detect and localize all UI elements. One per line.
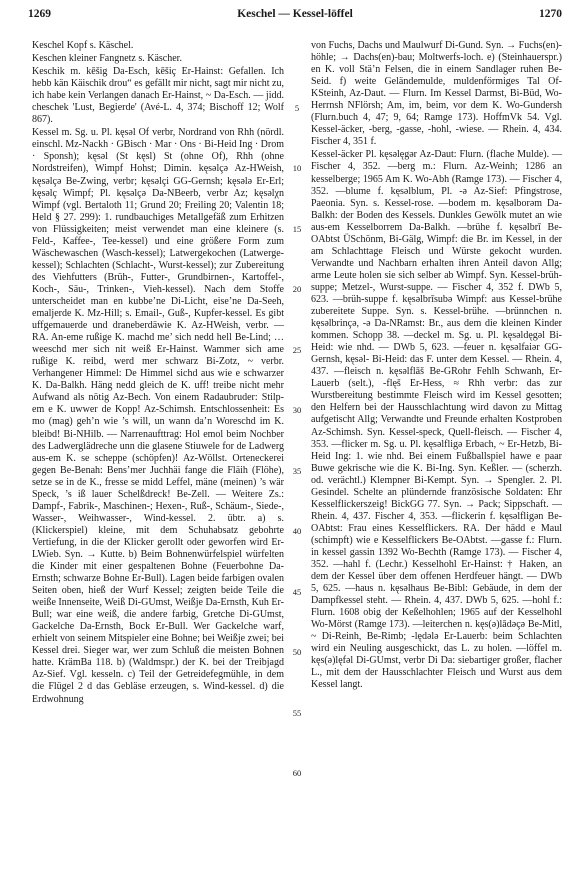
line-number: 15 (292, 224, 302, 234)
left-column-entry: Keschik m. kēšig Da-Esch, kēšiç Er-Hainst: Gefallen. Ich hebb kän Käischik drou“ es gefällt mir nicht, sagt mir nicht zu, ich habe kein Verlangen danach Er-Hainst, ~ Da-Esch. — jidd. cheschek 'Lust, Begierde' (Avé-L. 4, 374; Bischoff 12; Wolf 867). (32, 66, 284, 126)
left-column-entry: Kessel m. Sg. u. Pl. kęsəl Of verbr, Nordrand von Rhh (nördl. einschl. Mz-Nackh · GBisch · Mar · Ons · Bi-Heid Ing · Drom · Sponsh); kęsəl (St kęsl) St (ohne Of), Rhh (ohne Nordstreifen), Wimpf Hohst; Dimin. kęsəlçə Az-HWeish, kęsəlçə Be-Zwing, verbr; kęsəlçi GG-Gernsh; kęsələ Er-Erl; kęsəlç Wimpf; Pl. kęsəlçə Da-NBeerb, verbr Az; kęsəlχn Wimpf (vgl. Bertaloth 11; Grund 20; Freiling 20; Valentin 18; Held § 27. 299): 1. rundbauchiges Metallgefäß zum Erhitzen von Flüssigkeiten; meist verwendet man eine kleinere (s. Feld-, Kaffee-, Tee-kessel) und eine größere Form zum Wäschewaschen (Wasch-kessel); Latwergekochen (Latwerge-kessel); Schlachten (Schlacht-, Wurst-kessel); zur Zubereitung des Viehfutters (Brüh-, Futter-, Grundbirnen-, Kartoffel-, Koch-, Säu-, Trinken-, Vieh-kessel). Nach dem Stoffe unterscheidet man en kubbe’ne Di-Licht, eise’ne Da-Seeh, emaljerde K. Mz-Hill; s. Email-, Guß-, Kupfer-kessel. Es gibt uffgemauerde und draneberdäwie K. Az-HWeish, verbr. — RA. An-eme rußige K. machd me’ sich nedd hell Be-Lind; … weeschd mer sich nit weiß Er-Hainst. Wammer sich ame rußige K. reibd, werd mer schwarz Bi-Zotz, ~ verbr. Verhangener Himmel: De Himmel sichd aus wie e schwarzer K. Da-Balkh. Häng nedd gleich de K. uff! treibe nicht mehr Aufwand als nötig Az-Bech. Von einem Radaubruder: Stilp-em e K. uwwer de Kopp! Az-Schimsh. Entschlossenheit: Es mo (mag) geh’n wie ’s will, un wann da’n Woreschd im K. bleibd! Bi-NHilb. — Narrenaufttrag: Hol emol beim Nochber des Ladwerglädreche unn die glasene Stiuwele for de Ladwerg aus-em K. se scheppe (schöpfen)! Az-Wöllst. Orteneckerei gegen Be-Benah: Bens’mer Juchhäi fange die Fläih (Flöhe), setze se in de K., fresse se midd Leffel, mäne (meinen) ’s wär Speck, ’s iß lauer Schelßdreck! Be-Zell. — Weitere Zs.: Dampf-, Fabrik-, Maschinen-; Hexen-, Ruß-, Schäum-, Siede-, Wasser-, Weihwasser-, Wind-kessel. 2. übtr. a) s. (Klickerspiel) kleine, mit dem Schuhabsatz gebohrte Vertiefung, in die der Klicker gerollt oder geworfen wird Er-LWieb. Syn. → Kutte. b) Beim Bohnenwürfelspiel würfelten die Kinder mit einer gespaltenen Bohne (Feuerbohne Da-Ernsth; schwarze Bohne Er-Bull). Lagen beide farbigen ovalen Seiten oben, hieß der Wurf Kessel; zeigten beide Teile die weiße Innenseite, Weiß Di-GUmst, Weißje Da-Ernsth, Kuh Er-Bull; war eine weiß, die andere farbig, Gretche Di-GUmst, Gackelche Da-Ernsth, Bock Er-Bull. Wer Gackelche warf, erhielt von seinem Mitspieler eine Bohne; bei Weißje zwei; bei Kessel drei. Sieger war, wer zum Schluß die meisten Bohnen hatte. KrämBa 118. b) (Waldmspr.) der K. bei der Treibjagd Az-Sief. Vgl. kesseln. c) Teil der Getreidefegmühle, in dem die Flügel 2 d das Gebläse erzeugen, s. Wind-kessel. d) die Erdwohnung (32, 127, 284, 705)
line-number: 10 (292, 163, 302, 173)
header-title: Keschel — Kessel-löffel (237, 8, 353, 20)
line-number: 45 (292, 587, 302, 597)
right-column-entry: Kessel-äcker Pl. kęsəlęgər Az-Daut: Flurn. (flache Mulde). — Fischer 4, 352. —berg m.: Flurn. Az-Weinh; 1286 an kesselberge; 1965 Am K. Wo-Abh (Ramge 173). — Fischer 4, 352. —blume f. kęsəlblum, Pl. -ə Az-Sief: Pfingstrose, Paeonia. Syn. s. Kessel-rose. —bodem m. kęsəlborəm Da-Balkh: der Boden des Kessels. Dunkles Gewölk mutet an wie aus-em Kesselborrem Da-Balkh. —brühe f. kęsəlbrī Be-OAbtst ÜSchönm, Bi-Gälg, Wimpf: die Br. im Kessel, in der am Schlachttage Fleisch und Würste gekocht wurden. Verwandte und Nachbarn erhalten ihren Anteil davon Allg; arme Leute holen sie sich selber ab Wimpf. Syn. Kessel-brüh-suppe; Metzel-, Wurst-suppe. — Fischer 4, 352 f. DWb 5, 623. —brüh-suppe f. kęsəlbrīsubə Wimpf: aus Kessel-brühe zubereitete Suppe. Syn. s. Kessel-brühe. —brünnchen n. kęsəlbrinçə, -ə Da-NRamst: Br., aus dem die kleinen Kinder kommen. Schopp 38. —deckel m. Sg. u. Pl. kęsəldęgəl Bi-Heid: wie nhd. — DWb 5, 623. —feuer n. kęsəlfaiər GG-Gernsh, kęsəl- Bi-Heid: das F. unter dem Kessel. — Rhein. 4, 437. —fleisch n. kęsəlflāš Be-GRohr Fehlh Schwanh, Er-Lauerb (selt.), -flęš Er-Hess, ≈ Rhh verbr: das zur Wurstbereitung bestimmte Fleisch wird im Kessel gesotten; den Helfern bei der Hausschlachtung wird davon zu Mittag aufgetischt Allg; Verwandte und Freunde erhalten Kostproben Az-Schimsh. Syn. Kessel-speck, Quell-fleisch. — Fischer 4, 353. —flicker m. Sg. u. Pl. kęsəlfligə Erbach, ~ Er-Hetzb, Bi-Heid Ing: 1. wie nhd. Bei einem Fußballspiel hawe e paar Buwe gekrische wie die K. Bi-Ing. Syn. Keßler. — (scherzh. od. verächtl.) Klempner Bi-Kempt. Syn. → Spengler. 2. Pl. Gesindel. Schelte an plündernde französische Soldaten: Ehr Kesselflickerszeig! BickGG 77. Syn. → Pack; Sippschaft. — Rhein. 4, 437. Fischer 4, 353. —flickerin f. kęsəlfligən Be-OAbtst: Frau eines Kesselflickers. RA. Der hädd e Maul (schimpft) wie e Kesselflickers Be-OAbtst. —gasse f.: Flurn. in kessel gassin 1392 Wo-Bechth (Ramge 173). — Fischer 4, 352. —hahl f. (Lechr.) Kesselhohl Er-Hainst: † Haken, an dem der Kessel über dem offenen Herdfeuer hängt. — DWb 5, 625. —haus n. kęsəlhaus Be-Bibl: Gebäude, in dem der Dampfkessel steht. — Rhein. 4, 437. DWb 5, 625. —hohl f.: Flurn. 1608 obig der Keßelhohlen; 1965 auf der Kesselhohl Wo-Mörst (Ramge 173). —leiterchen n. kęs(ə)lādəçə Be-Mitl, ~ Di-Reinh, Be-Rimb; -lędələ Er-Lauerb: beim Schlachten wird ein Neuling ausgeschickt, das L. zu holen. —löffel m. kęs(ə)lęfəl Di-GUmst, verbr Di Da: siebartiger großer, flacher L., mit dem der Hausschlachter Fleisch und Wurst aus dem Kessel langt. (311, 149, 562, 691)
line-number: 50 (292, 647, 302, 657)
line-number: 40 (292, 526, 302, 536)
entry-kessel-continued: von Fuchs, Dachs und Maulwurf Di-Gund. Syn. → Fuchs(en)-höhle; → Dachs(en)-bau; Moltwerfs-loch. e) (Steinhauerspr.) en K. voll Stä’n Felsen, die in einem Sandlager ruhen Be-Seid. f) weite Geländemulde, muldenförmiges Tal Of-KSteinh, Az-Daut. — Flurn. Im Kessel Darmst, Bi-Büd, Wo-Herrnsh NFlörsh; Am, im, beim, vor dem K. Wo-Gundersh (Flurn.buch 4, 47; 9, 64; Ramge 173). HoffmVk 54. Vgl. Kessel-äcker, -berg, -gasse, -hohl, -wiese. — Rhein. 4, 434. Fischer 4, 351 f. (311, 40, 562, 148)
line-number: 55 (292, 708, 302, 718)
entry-keschel-kopf: Keschel Kopf s. Käschel. (32, 40, 134, 51)
line-number: 20 (292, 284, 302, 294)
line-number: 5 (294, 103, 300, 113)
line-number: 35 (292, 466, 302, 476)
right-column (311, 40, 562, 692)
left-column (32, 40, 284, 706)
page-number-right: 1270 (539, 8, 562, 20)
line-number: 25 (292, 345, 302, 355)
running-header (28, 8, 562, 24)
page-number-left: 1269 (28, 8, 51, 20)
left-column-entry: Keschen kleiner Fangnetz s. Käscher. (32, 53, 182, 65)
line-number: 60 (292, 768, 302, 778)
line-number: 30 (292, 405, 302, 415)
